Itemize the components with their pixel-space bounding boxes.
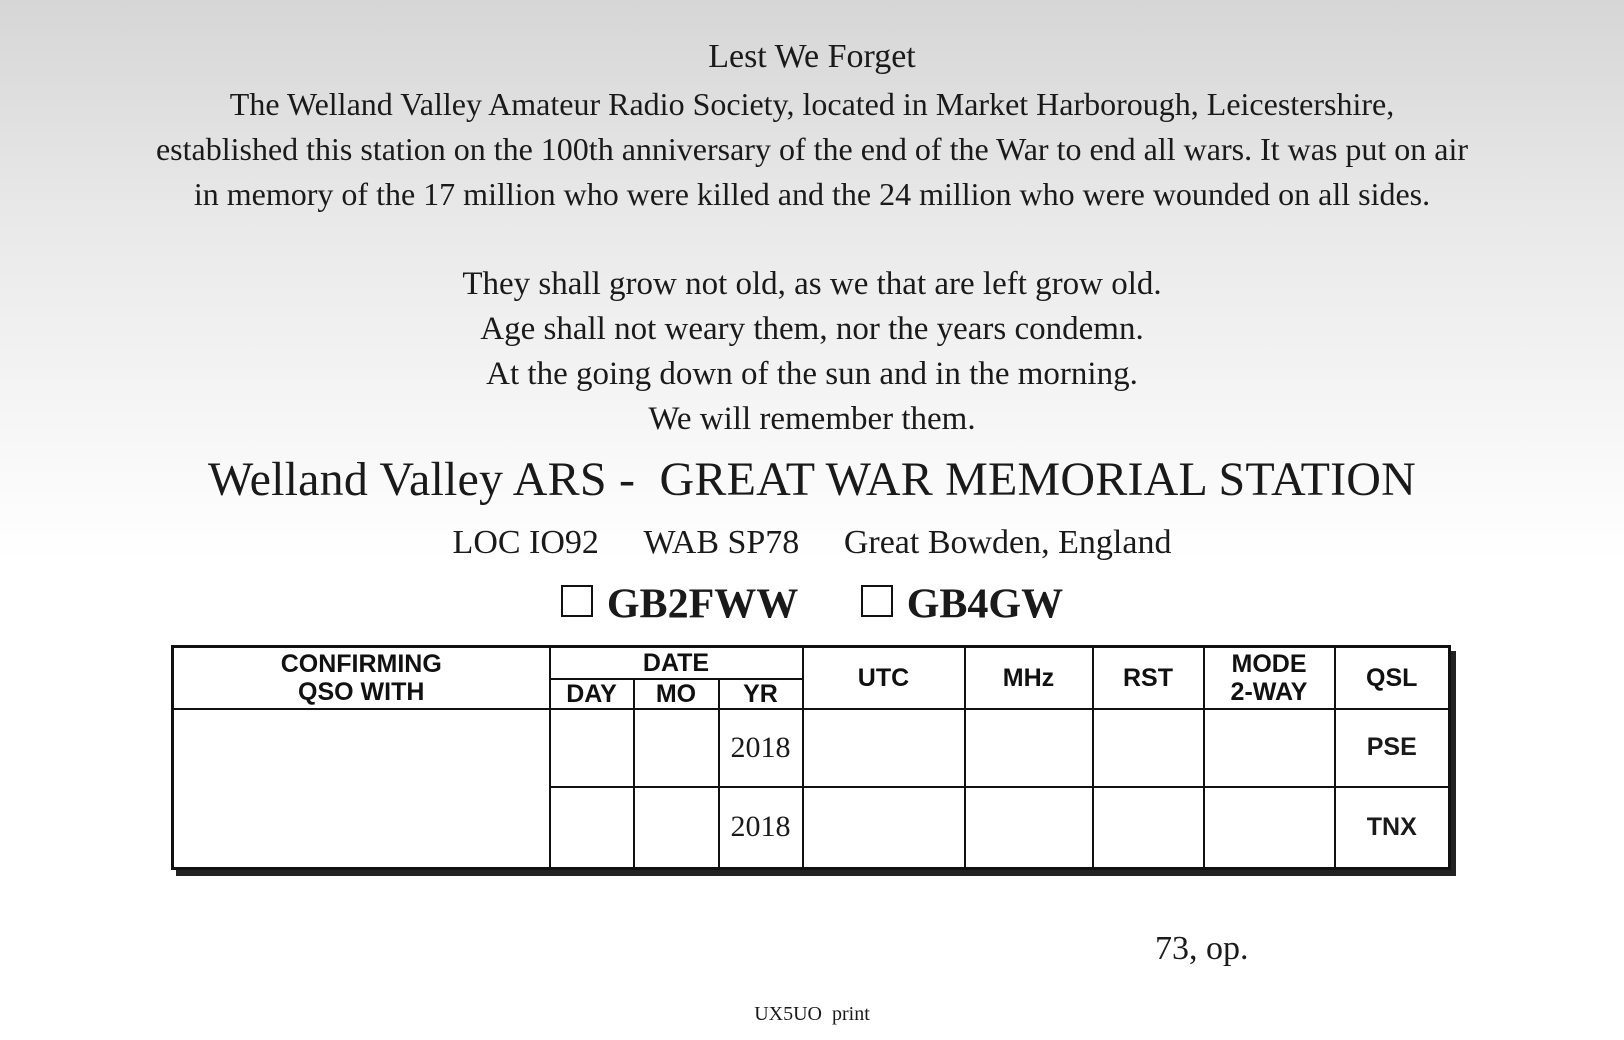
callsign-option-gb2fww[interactable]: [561, 577, 798, 628]
intro-line: established this station on the 100th anniversary of the end of the War to end all wars. It was put on air: [155, 131, 1469, 167]
heading: Lest We Forget: [708, 38, 916, 75]
printer-credit: UX5UO print: [754, 1003, 870, 1025]
header-confirming: [173, 647, 550, 709]
qsl-cell: PSE: [1335, 709, 1450, 787]
month-cell[interactable]: [634, 709, 719, 787]
poem-line: Age shall not weary them, nor the years condemn.: [480, 311, 1144, 347]
wab-square: WAB SP78: [643, 524, 800, 561]
callsign-label: GB2FWW: [606, 581, 799, 628]
location-line: [0, 524, 1624, 562]
poem-line: They shall grow not old, as we that are left grow old.: [462, 266, 1162, 302]
table-row: [173, 709, 1450, 787]
callsign-option-gb4gw[interactable]: [861, 577, 1063, 628]
signoff: 73, op.: [1155, 930, 1249, 967]
qsl-cell: TNX: [1335, 787, 1450, 869]
utc-cell[interactable]: [803, 709, 965, 787]
callsign-options: [0, 575, 1624, 628]
rst-cell[interactable]: [1093, 709, 1204, 787]
qso-table: [171, 645, 1451, 870]
mode-cell[interactable]: [1204, 787, 1335, 869]
utc-cell[interactable]: [803, 787, 965, 869]
header-text: MODE: [1231, 649, 1307, 678]
day-cell[interactable]: [550, 709, 634, 787]
header-yr: YR: [719, 679, 803, 709]
header-text: CONFIRMING: [280, 649, 442, 678]
header-text: QSO WITH: [298, 677, 425, 706]
station-title: Welland Valley ARS - GREAT WAR MEMORIAL STATION: [207, 453, 1417, 506]
header-mo: MO: [634, 679, 719, 709]
header-text: 2-WAY: [1230, 677, 1308, 706]
poem-line: We will remember them.: [648, 401, 976, 437]
header-qsl: QSL: [1335, 647, 1450, 709]
header-mode: [1204, 647, 1335, 709]
locator: LOC IO92: [452, 524, 599, 561]
callsign-cell[interactable]: [173, 709, 550, 869]
place-name: Great Bowden, England: [843, 524, 1172, 561]
poem-line: At the going down of the sun and in the morning.: [486, 356, 1138, 392]
intro-paragraph: [0, 82, 1624, 217]
intro-line: in memory of the 17 million who were killed and the 24 million who were wounded on all sides.: [193, 176, 1431, 212]
year-cell: 2018: [719, 787, 803, 869]
month-cell[interactable]: [634, 787, 719, 869]
poem: [0, 262, 1624, 442]
header-mhz: MHz: [965, 647, 1093, 709]
intro-line: The Welland Valley Amateur Radio Society, located in Market Harborough, Leicestershire,: [229, 86, 1395, 122]
year-cell: 2018: [719, 709, 803, 787]
header-day: DAY: [550, 679, 634, 709]
header-utc: UTC: [803, 647, 965, 709]
header-date: DATE: [550, 647, 803, 679]
day-cell[interactable]: [550, 787, 634, 869]
rst-cell[interactable]: [1093, 787, 1204, 869]
checkbox[interactable]: [861, 585, 893, 617]
header-rst: RST: [1093, 647, 1204, 709]
mode-cell[interactable]: [1204, 709, 1335, 787]
mhz-cell[interactable]: [965, 709, 1093, 787]
callsign-label: GB4GW: [906, 581, 1064, 628]
checkbox[interactable]: [561, 585, 593, 617]
mhz-cell[interactable]: [965, 787, 1093, 869]
